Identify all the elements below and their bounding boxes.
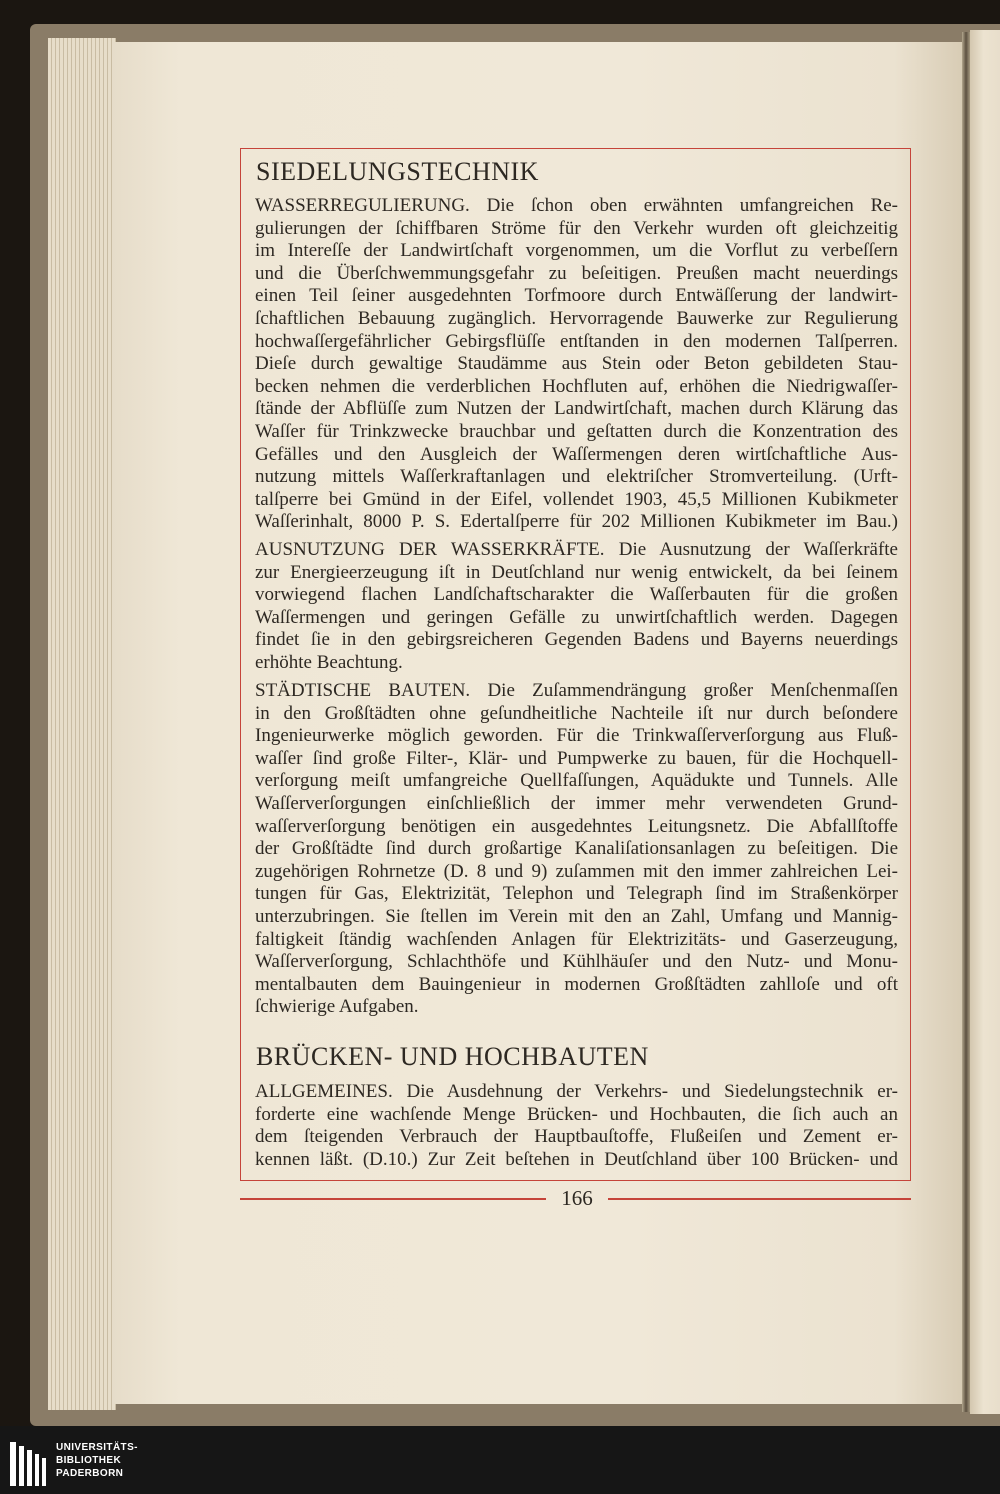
- text-line: zugehörigen Rohrnetze (D. 8 und 9) zuſammen mit den immer zahlreichen Lei-: [255, 860, 898, 882]
- library-bars-icon: [10, 1442, 50, 1486]
- paragraph-wasserregulierung: [255, 195, 898, 534]
- text-line: der Großſtädte ſind durch großartige Kanaliſationsanlagen zu beſeitigen. Die: [255, 838, 898, 860]
- text-line: im Intereſſe der Landwirtſchaft vorgenommen, um die Vorflut zu verbeſſern: [255, 240, 898, 262]
- text-line: ALLGEMEINES. Die Ausdehnung der Verkehrs- und Siedelungstechnik er-: [255, 1081, 898, 1102]
- text-line: faltigkeit ſtändig wachſenden Anlagen für Elektrizitäts- und Gaserzeugung,: [255, 928, 898, 950]
- text-line: und die Überſchwemmungsgefahr zu beſeitigen. Preußen macht neuerdings: [255, 262, 898, 284]
- text-line: ſtände der Abflüſſe zum Nutzen der Landwirtſchaft, machen durch Klärung das: [255, 398, 898, 420]
- library-logo-line: PADERBORN: [56, 1468, 124, 1479]
- page-number: 166: [561, 1186, 593, 1210]
- text-line: verſorgung meiſt umfangreiche Quellfaſſungen, Aquädukte und Tunnels. Alle: [255, 770, 898, 792]
- text-line: ſchaftlichen Bebauung zugänglich. Hervorragende Bauwerke zur Regulierung: [255, 307, 898, 329]
- text-line: Waſſerverſorgungen einſchließlich der immer mehr verwendeten Grund-: [255, 792, 898, 814]
- text-line: forderte eine wachſende Menge Brücken- und Hochbauten, die ſich auch an: [255, 1103, 898, 1125]
- text-line: findet ſie in den gebirgsreicheren Gegenden Badens und Bayerns neuerdings: [255, 629, 898, 651]
- text-line: Ingenieurwerke möglich geworden. Für die Trinkwaſſerverſorgung aus Fluß-: [255, 725, 898, 747]
- section-title: SIEDELUNGSTECHNIK: [256, 157, 539, 186]
- text-line: gulierungen der ſchiffbaren Ströme für den Verkehr wurden oft gleichzeitig: [255, 217, 898, 239]
- text-line: erhöhte Beachtung.: [255, 651, 403, 673]
- text-line: waſſer ſind große Filter-, Klär- und Pumpwerke zu bauen, für die Hochquell-: [255, 747, 898, 769]
- text-line: becken nehmen die verderblichen Hochfluten auf, erhöhen die Niedrigwaſſer-: [255, 375, 898, 397]
- text-line: talſperre bei Gmünd in der Eifel, vollendet 1903, 45,5 Millionen Kubikmeter: [255, 488, 898, 510]
- page-number-rule-left: [240, 1198, 546, 1200]
- library-logo-text: [56, 1441, 138, 1480]
- page-edges: [48, 38, 116, 1410]
- facing-page: [970, 30, 1000, 1414]
- page-number-rule-right: [608, 1198, 911, 1200]
- text-line: ſchwierige Aufgaben.: [255, 996, 419, 1018]
- text-line: tungen für Gas, Elektrizität, Telephon und Telegraph ſind im Straßenkörper: [255, 883, 898, 905]
- book-gutter: [962, 32, 970, 1412]
- text-line: WASSERREGULIERUNG. Die ſchon oben erwähnten umfangreichen Re-: [255, 195, 898, 216]
- paragraph-allgemeines: [255, 1081, 898, 1171]
- text-line: Waſſerinhalt, 8000 P. S. Edertalſperre für 202 Millionen Kubikmeter im Bau.): [255, 511, 898, 533]
- text-line: Waſſerverſorgung, Schlachthöfe und Kühlhäuſer und den Nutz- und Monu-: [255, 951, 898, 973]
- text-line: mentalbauten dem Bauingenieur in modernen Großſtädten zahlloſe und oft: [255, 973, 898, 995]
- text-line: in den Großſtädten ohne geſundheitliche Nachteile iſt nur durch beſondere: [255, 702, 898, 724]
- text-line: STÄDTISCHE BAUTEN. Die Zuſammendrängung großer Menſchenmaſſen: [255, 680, 898, 701]
- paragraph-ausnutzung-der-wasserkraefte: [255, 539, 898, 675]
- text-line: Dieſe durch gewaltige Staudämme aus Stein oder Beton gebildeten Stau-: [255, 353, 898, 375]
- text-line: waſſerverſorgung benötigen ein ausgedehntes Leitungsnetz. Die Abfallſtoffe: [255, 815, 898, 837]
- text-line: dem ſteigenden Verbrauch der Hauptbauſtoffe, Flußeiſen und Zement er-: [255, 1126, 898, 1148]
- text-line: hochwaſſergefährlicher Gebirgsflüſſe entſtanden in den modernen Talſperren.: [255, 330, 898, 352]
- text-line: Waſſer für Trinkzwecke brauchbar und geſtatten durch die Konzentration des: [255, 420, 898, 442]
- text-line: Waſſermengen und geringen Gefälle zu unwirtſchaftlich werden. Dagegen: [255, 606, 898, 628]
- text-line: nutzung mittels Waſſerkraftanlagen und elektriſcher Stromverteilung. (Urft-: [255, 466, 898, 488]
- text-line: AUSNUTZUNG DER WASSERKRÄFTE. Die Ausnutzung der Waſſerkräfte: [255, 539, 898, 560]
- library-logo-line: BIBLIOTHEK: [56, 1455, 122, 1466]
- text-line: kennen läßt. (D.10.) Zur Zeit beſtehen in Deutſchland über 100 Brücken- und: [255, 1148, 898, 1170]
- text-line: vorwiegend flachen Landſchaftscharakter die Waſſerbauten für die großen: [255, 584, 898, 606]
- section-title: BRÜCKEN- UND HOCHBAUTEN: [256, 1042, 649, 1071]
- text-line: einen Teil ſeiner ausgedehnten Torfmoore durch Entwäſſerung der landwirt-: [255, 285, 898, 307]
- library-logo-line: UNIVERSITÄTS-: [56, 1442, 138, 1453]
- paragraph-staedtische-bauten: [255, 680, 898, 1019]
- text-line: unterzubringen. Sie ſtellen im Verein mit den an Zahl, Umfang und Mannig-: [255, 905, 898, 927]
- text-line: zur Energieerzeugung iſt in Deutſchland nur wenig entwickelt, da bei ſeinem: [255, 561, 898, 583]
- text-line: Gefälles und den Ausgleich der Waſſermengen deren wirtſchaftliche Aus-: [255, 443, 898, 465]
- library-footer: [0, 1426, 1000, 1494]
